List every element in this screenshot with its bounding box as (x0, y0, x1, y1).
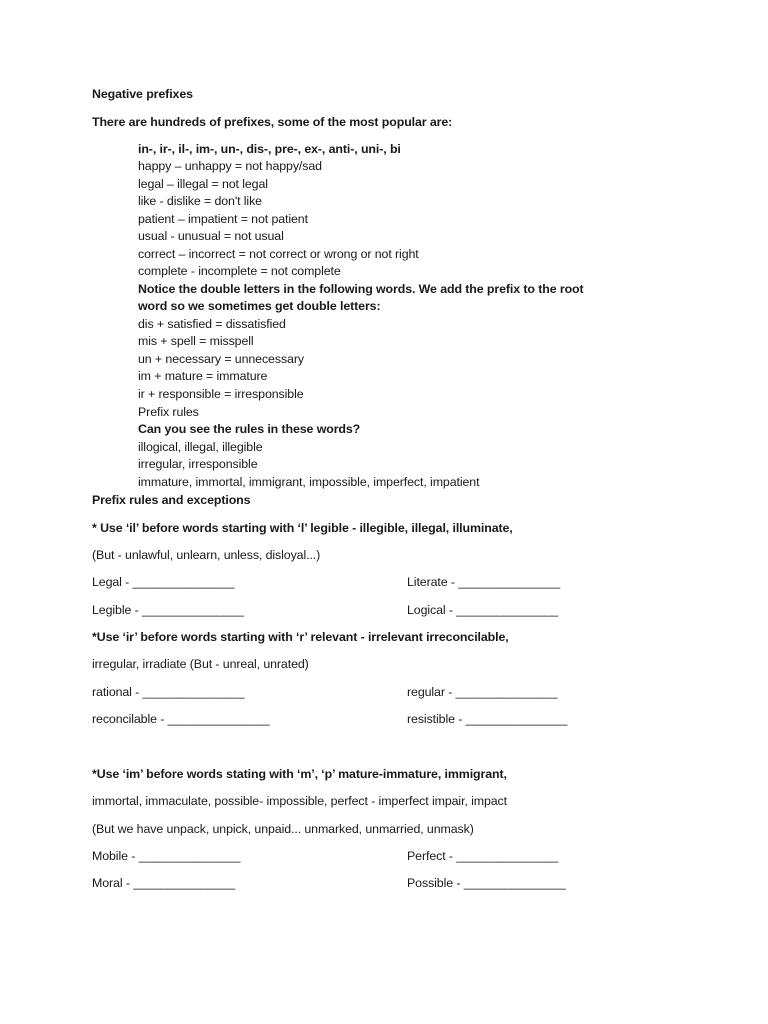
prefix-list-line: Prefix rules (138, 405, 199, 419)
exercise-item: Mobile - _______________ (92, 849, 241, 863)
prefix-list-line: in-, ir-, il-, im-, un-, dis-, pre-, ex-, anti-, uni-, bi (138, 142, 401, 156)
im-exception: (But we have unpack, unpick, unpaid... unmarked, unmarried, unmask) (92, 822, 474, 836)
prefix-list-line: word so we sometimes get double letters: (138, 299, 381, 313)
prefix-list-line: correct – incorrect = not correct or wrong or not right (138, 247, 419, 261)
exercise-item: Moral - _______________ (92, 876, 236, 890)
prefix-list-line: Can you see the rules in these words? (138, 422, 361, 436)
prefix-list-line: usual - unusual = not usual (138, 229, 284, 243)
exercise-item: Literate - _______________ (407, 575, 561, 589)
prefix-list-line: Notice the double letters in the following words. We add the prefix to the root (138, 282, 584, 296)
prefix-list-line: un + necessary = unnecessary (138, 352, 304, 366)
prefix-list-line: mis + spell = misspell (138, 334, 254, 348)
il-rule: * Use ‘il’ before words starting with ‘l’ legible - illegible, illegal, illuminate, (92, 521, 513, 535)
prefix-list-line: dis + satisfied = dissatisfied (138, 317, 286, 331)
exercise-item: rational - _______________ (92, 685, 245, 699)
prefix-list-line: happy – unhappy = not happy/sad (138, 159, 322, 173)
exercise-item: Legal - _______________ (92, 575, 235, 589)
prefix-list-line: complete - incomplete = not complete (138, 264, 341, 278)
prefix-list-line: im + mature = immature (138, 369, 268, 383)
prefix-list-line: immature, immortal, immigrant, impossible, imperfect, impatient (138, 475, 480, 489)
intro-text: There are hundreds of prefixes, some of the most popular are: (92, 115, 453, 129)
exercise-item: reconcilable - _______________ (92, 712, 270, 726)
exercise-item: Perfect - _______________ (407, 849, 559, 863)
rules-heading: Prefix rules and exceptions (92, 493, 251, 507)
exercise-item: regular - _______________ (407, 685, 558, 699)
prefix-list-line: illogical, illegal, illegible (138, 440, 263, 454)
prefix-list-line: ir + responsible = irresponsible (138, 387, 304, 401)
prefix-list-line: patient – impatient = not patient (138, 212, 308, 226)
prefix-list-line: irregular, irresponsible (138, 457, 258, 471)
exercise-item: Logical - _______________ (407, 603, 559, 617)
im-rule: *Use ‘im’ before words stating with ‘m’, ‘p’ mature-immature, immigrant, (92, 767, 507, 781)
prefix-list-line: legal – illegal = not legal (138, 177, 268, 191)
ir-rule: *Use ‘ir’ before words starting with ‘r’ relevant - irrelevant irreconcilable, (92, 630, 509, 644)
exercise-item: Possible - _______________ (407, 876, 566, 890)
page-title: Negative prefixes (92, 87, 193, 101)
ir-rule-continued: irregular, irradiate (But - unreal, unrated) (92, 657, 309, 671)
exercise-item: Legible - _______________ (92, 603, 244, 617)
prefix-list-line: like - dislike = don't like (138, 194, 262, 208)
im-rule-continued: immortal, immaculate, possible- impossible, perfect - imperfect impair, impact (92, 794, 507, 808)
exercise-item: resistible - _______________ (407, 712, 568, 726)
il-exception: (But - unlawful, unlearn, unless, disloyal...) (92, 548, 321, 562)
